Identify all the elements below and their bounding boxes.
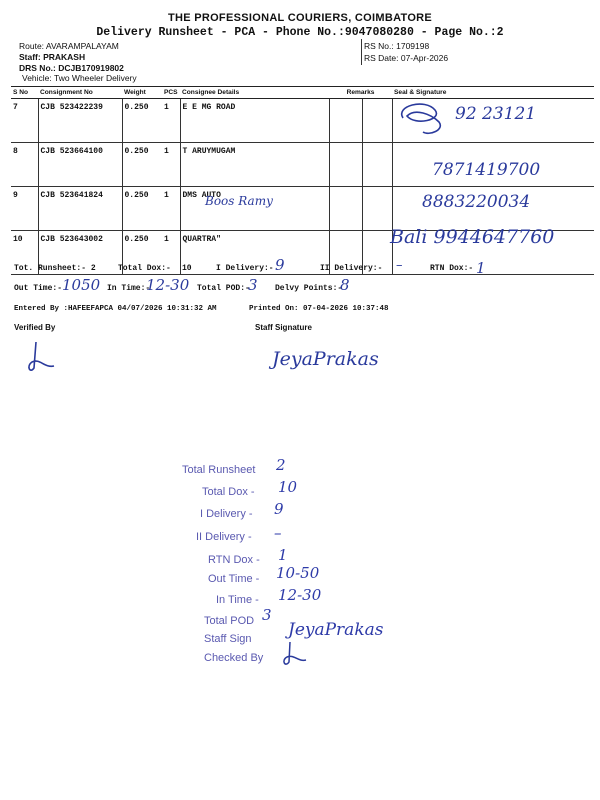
cell-sno: 8 [11,143,38,187]
stamp-staff-sign-value: JeyaPrakas [288,620,384,640]
cell-consignee: DMS AUTO [180,187,329,231]
cell-weight: 0.250 [122,187,162,231]
stamp-i-delivery-value: 9 [274,500,284,518]
entered-by: Entered By :HAFEEFAPCA 04/07/2026 10:31:32 AM [14,305,217,313]
stamp-out-time-value: 10-50 [276,564,320,582]
stamp-runsheet-value: 2 [276,456,286,474]
row-9-handwritten-note: Boos Ramy [205,194,273,208]
stamp-ii-delivery-label: II Delivery - [196,531,252,543]
col-pcs: PCS [162,87,180,99]
verified-by-label: Verified By [14,323,56,332]
in-time-hand: 12-30 [146,276,190,294]
meta-divider [361,39,362,65]
stamp-out-time-label: Out Time - [208,573,260,585]
rs-date-label: RS Date: 07-Apr-2026 [364,53,449,63]
cell-weight: 0.250 [122,143,162,187]
rs-no-label: RS No.: 1709198 [364,41,430,51]
cell-pcs: 1 [162,143,180,187]
col-remarks: Remarks [329,87,392,99]
rtn-dox-hand: 1 [476,259,486,277]
cell-consignment: CJB 523643002 [38,231,122,275]
cell-weight: 0.250 [122,99,162,143]
total-pod-hand: 3 [248,276,258,294]
stamp-total-pod-value: 3 [262,606,272,624]
row-9-handwritten-phone: 8883220034 [422,192,531,212]
cell-consignee: T ARUYMUGAM [180,143,329,187]
cell-consignment: CJB 523664100 [38,143,122,187]
runsheet-subtitle: Delivery Runsheet - PCA - Phone No.:9047080280 - Page No.:2 [96,26,504,39]
cell-remarks-2 [362,99,392,143]
row-10-handwritten-phone: Bali 9944647760 [390,226,555,248]
stamp-staff-sign-label: Staff Sign [204,633,252,645]
total-dox-label: Total Dox:- [118,264,171,273]
stamp-total-dox-value: 10 [278,478,298,496]
verified-signature-icon [22,338,62,378]
cell-pcs: 1 [162,187,180,231]
cell-remarks [329,187,362,231]
drs-label: DRS No.: DCJB170919802 [19,63,124,73]
out-time-label: Out Time:- [14,284,63,293]
cell-consignment: CJB 523641824 [38,187,122,231]
ii-delivery-hand: – [396,258,403,273]
out-time-hand: 1050 [62,276,101,294]
cell-weight: 0.250 [122,231,162,275]
delvy-points-hand: 8 [340,276,350,294]
stamp-in-time-label: In Time - [216,594,259,606]
total-pod-label: Total POD:- [197,284,250,293]
cell-remarks [329,99,362,143]
vehicle-label: Vehicle: Two Wheeler Delivery [22,73,137,83]
delvy-points-label: Delvy Points:- [275,284,343,293]
route-label: Route: AVARAMPALAYAM [19,41,119,51]
stamp-in-time-value: 12-30 [278,586,322,604]
in-time-label: In Time:- [107,284,151,293]
staff-label: Staff: PRAKASH [19,52,86,62]
row-8-handwritten-phone: 7871419700 [432,160,541,180]
col-sno: S No [11,87,38,99]
stamp-total-pod-label: Total POD [204,615,255,627]
cell-consignee: E E MG ROAD [180,99,329,143]
row-7-handwritten-phone: 92 23121 [455,104,537,124]
company-title: THE PROFESSIONAL COURIERS, COIMBATORE [167,12,433,24]
cell-remarks [329,143,362,187]
checked-by-signature-icon [280,640,310,670]
cell-remarks-2 [362,143,392,187]
cell-sno: 9 [11,187,38,231]
col-consignee: Consignee Details [180,87,329,99]
cell-pcs: 1 [162,231,180,275]
cell-pcs: 1 [162,99,180,143]
cell-sno: 7 [11,99,38,143]
cell-consignee: QUARTRA" [180,231,329,275]
total-runsheet: Tot. Runsheet:- 2 [14,264,96,273]
cell-consignment: CJB 523422239 [38,99,122,143]
stamp-ii-delivery-value: – [274,524,282,542]
signature-scribble-icon [395,96,455,144]
cell-remarks-2 [362,187,392,231]
stamp-rtn-dox-label: RTN Dox - [208,554,260,566]
col-weight: Weight [122,87,162,99]
stamp-checked-by-label: Checked By [204,652,264,664]
stamp-block [170,456,430,670]
i-delivery-hand: 9 [275,256,285,274]
col-seal: Seal & Signature [392,87,594,99]
staff-signature-label: Staff Signature [255,323,312,332]
total-dox-value: 10 [182,264,192,273]
ii-delivery-label: II Delivery:- [320,264,383,273]
cell-sno: 10 [11,231,38,275]
rtn-dox-label: RTN Dox:- [430,264,474,273]
i-delivery-label: I Delivery:- [216,264,274,273]
col-consignment: Consignment No [38,87,122,99]
stamp-total-dox-label: Total Dox - [202,486,255,498]
staff-signature-hand: JeyaPrakas [272,348,379,370]
printed-on: Printed On: 07-04-2026 10:37:48 [249,305,389,313]
stamp-runsheet-label: Total Runsheet [182,464,256,476]
stamp-rtn-dox-value: 1 [278,546,288,564]
stamp-i-delivery-label: I Delivery - [200,508,253,520]
table-header-row [11,87,594,99]
